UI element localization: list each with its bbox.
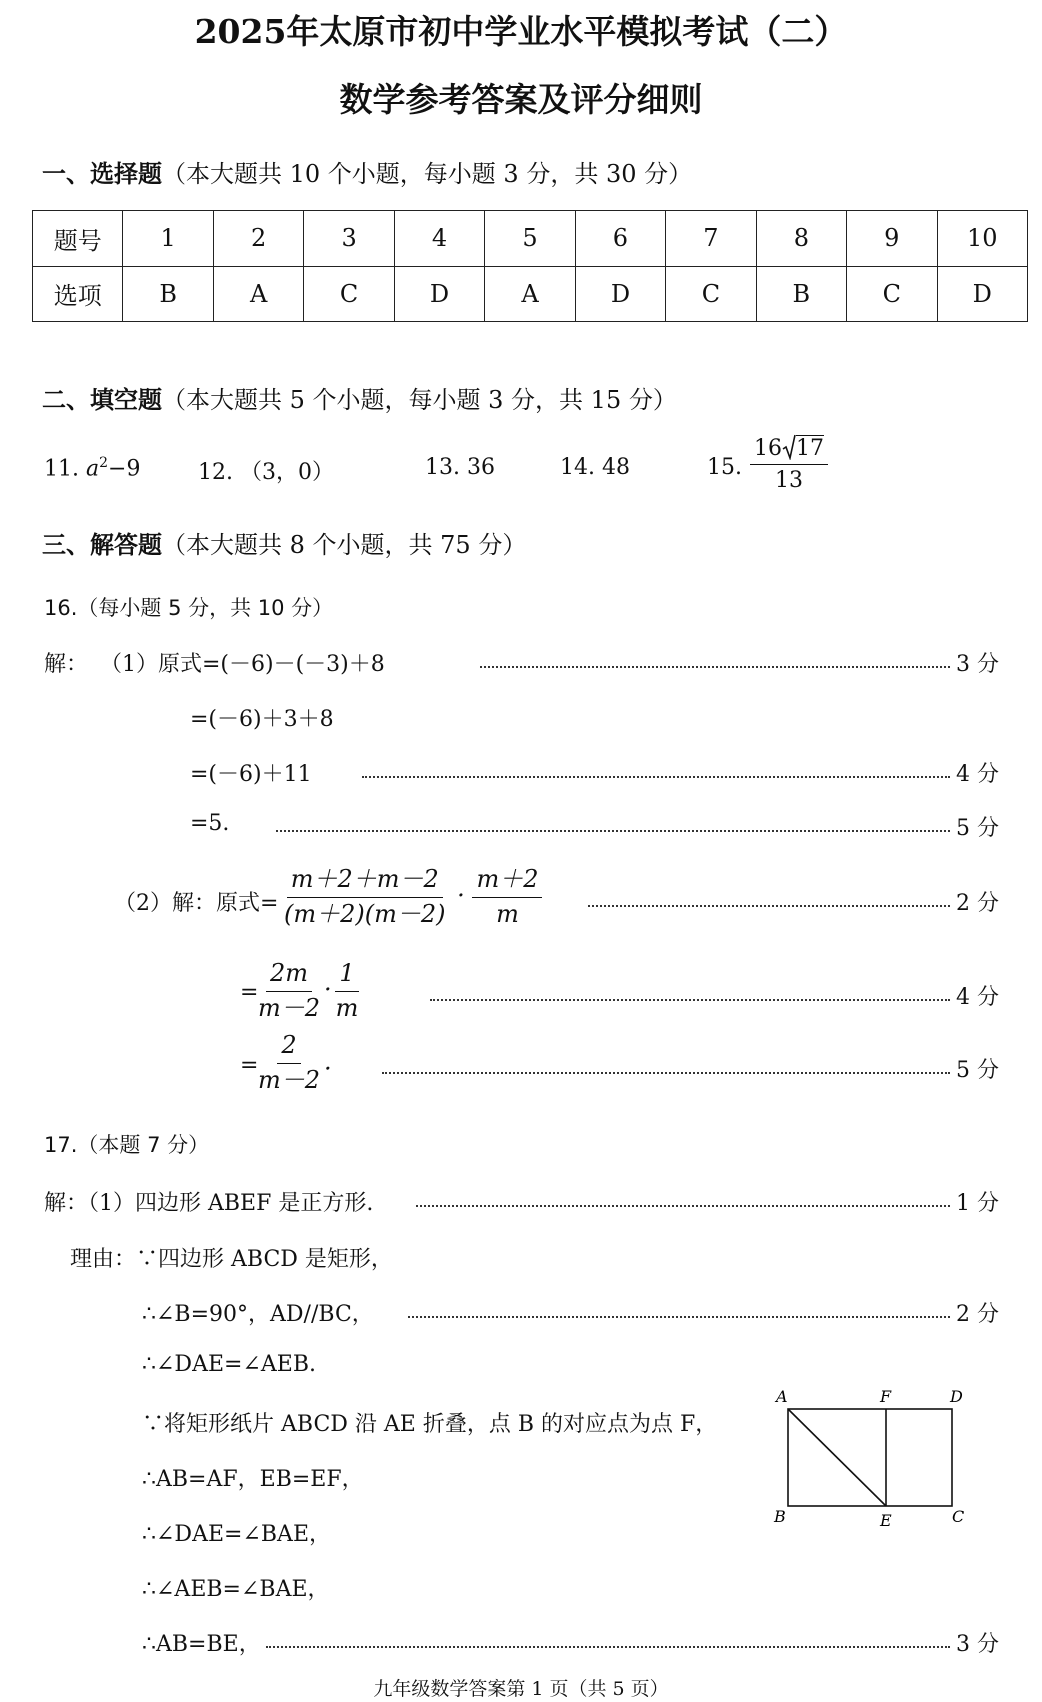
dotted-leader xyxy=(276,830,950,832)
page-footer: 九年级数学答案第 1 页（共 5 页） xyxy=(373,1678,669,1700)
row-label-numbers: 题号 xyxy=(33,211,123,267)
fraction-denominator: (m＋2)(m－2) xyxy=(284,899,446,928)
table-cell: 6 xyxy=(575,211,665,267)
rectangle-fold-figure xyxy=(766,1380,976,1530)
score-label: 3 分 xyxy=(956,652,999,677)
q17-line9: ∴AB=BE， xyxy=(142,1632,261,1657)
table-cell: 9 xyxy=(847,211,937,267)
fraction-denominator: m xyxy=(496,899,519,928)
section3-heading: 三、解答题 xyxy=(42,530,162,559)
q16-p1-line4: =5. xyxy=(190,811,230,836)
rectangle-abcd xyxy=(788,1409,952,1506)
table-cell: 2 xyxy=(213,211,303,267)
table-cell: 4 xyxy=(394,211,484,267)
score-label: 2 分 xyxy=(956,891,999,916)
table-cell: A xyxy=(213,266,303,322)
q17-line5: ∵将矩形纸片 ABCD 沿 AE 折叠，点 B 的对应点为点 F， xyxy=(142,1412,718,1437)
q17-line2: 理由：∵四边形 ABCD 是矩形， xyxy=(70,1247,393,1272)
q17-line4: ∴∠DAE=∠AEB. xyxy=(142,1352,316,1377)
q17-title: 17.（本题 7 分） xyxy=(44,1133,210,1157)
table-cell: D xyxy=(575,266,665,322)
q16-p2-prefix: （2）解：原式= xyxy=(114,891,279,916)
answer-11-label: 11. xyxy=(44,456,79,482)
fraction-denominator: m－2 xyxy=(258,1065,321,1094)
fraction-denominator: m xyxy=(335,993,359,1022)
label-d: D xyxy=(950,1387,963,1406)
table-cell: 3 xyxy=(304,211,394,267)
score-label: 5 分 xyxy=(956,816,999,841)
table-cell: D xyxy=(394,266,484,322)
q16-p2-step3 xyxy=(254,1032,332,1094)
q16-p2-expression xyxy=(280,866,542,928)
table-cell: B xyxy=(756,266,846,322)
table-cell: 7 xyxy=(666,211,756,267)
label-a: A xyxy=(776,1387,788,1406)
answer-11-rest: −9 xyxy=(108,456,141,482)
dotted-leader xyxy=(408,1316,950,1318)
answer-15-coef: 16 xyxy=(754,436,782,461)
segment-ae xyxy=(788,1409,886,1506)
label-f: F xyxy=(880,1387,892,1406)
table-cell: B xyxy=(123,266,213,322)
dotted-leader xyxy=(430,999,950,1001)
row-label-answers: 选项 xyxy=(33,266,123,322)
answer-15-radicand: 17 xyxy=(796,436,824,461)
table-cell: 5 xyxy=(485,211,575,267)
q16-p1-line3: =(－6)＋11 xyxy=(190,762,312,787)
section2-heading: 二、填空题 xyxy=(42,385,162,414)
answer-11-base: a xyxy=(86,456,100,482)
section3-heading-line xyxy=(42,525,526,560)
answer-14: 14. 48 xyxy=(560,455,630,480)
score-label: 3 分 xyxy=(956,1632,999,1657)
page-title: 2025年太原市初中学业水平模拟考试（二） xyxy=(194,12,848,51)
answer-15-label: 15. xyxy=(707,455,742,480)
dotted-leader xyxy=(382,1072,950,1074)
section2-heading-line xyxy=(42,380,677,415)
table-row-answers xyxy=(33,266,1028,322)
section2-note: （本大题共 5 个小题，每小题 3 分，共 15 分） xyxy=(162,386,677,414)
q16-p2-step2 xyxy=(254,960,362,1022)
table-cell: A xyxy=(485,266,575,322)
answer-13: 13. 36 xyxy=(425,455,495,480)
q17-line3: ∴∠B=90°，AD//BC， xyxy=(142,1302,374,1327)
score-label: 1 分 xyxy=(956,1191,999,1216)
section3-note: （本大题共 8 个小题，共 75 分） xyxy=(162,531,527,559)
table-row-numbers xyxy=(33,211,1028,267)
section1-heading: 一、选择题 xyxy=(42,159,162,188)
answer-15-den: 13 xyxy=(775,468,803,494)
q16-p1-line1: （1）原式=(－6)－(－3)＋8 xyxy=(100,652,385,677)
dotted-leader xyxy=(480,666,950,668)
score-label: 4 分 xyxy=(956,762,999,787)
q16-p1-line2: =(－6)＋3＋8 xyxy=(190,707,334,732)
fraction-numerator: m＋2＋m－2 xyxy=(287,866,443,898)
q17-line6: ∴AB=AF，EB=EF， xyxy=(142,1467,364,1492)
dotted-leader xyxy=(588,905,950,907)
fraction-numerator: 2m xyxy=(266,960,312,992)
label-c: C xyxy=(952,1507,965,1526)
q17-line8: ∴∠AEB=∠BAE， xyxy=(142,1577,330,1602)
period: . xyxy=(324,1047,332,1076)
answer-table xyxy=(32,210,1028,322)
table-cell: D xyxy=(937,266,1027,322)
fraction-numerator: 1 xyxy=(335,960,358,992)
table-cell: 10 xyxy=(937,211,1027,267)
dotted-leader xyxy=(266,1646,950,1648)
label-e: E xyxy=(880,1511,892,1530)
answer-15-fraction xyxy=(750,434,828,494)
q16-jie: 解： xyxy=(44,652,89,677)
table-cell: 1 xyxy=(123,211,213,267)
table-cell: C xyxy=(666,266,756,322)
dotted-leader xyxy=(416,1205,950,1207)
fraction-denominator: m－2 xyxy=(258,993,321,1022)
table-cell: 8 xyxy=(756,211,846,267)
answer-12: 12. （3，0） xyxy=(198,460,334,485)
answer-11-exp: 2 xyxy=(99,455,109,471)
dotted-leader xyxy=(362,776,950,778)
table-cell: C xyxy=(304,266,394,322)
score-label: 5 分 xyxy=(956,1058,999,1083)
page-subtitle: 数学参考答案及评分细则 xyxy=(339,80,703,119)
multiply-dot: · xyxy=(457,881,465,910)
q16-p2-eq: = xyxy=(240,980,259,1005)
fraction-numerator: m＋2 xyxy=(472,866,542,898)
fraction-numerator: 2 xyxy=(277,1032,300,1064)
label-b: B xyxy=(774,1507,786,1526)
q16-p2-eq2: = xyxy=(240,1053,259,1078)
sqrt-icon xyxy=(782,434,796,460)
q16-title: 16.（每小题 5 分，共 10 分） xyxy=(44,596,334,620)
q17-line7: ∴∠DAE=∠BAE， xyxy=(142,1522,331,1547)
section1-heading-line xyxy=(42,154,692,189)
section1-note: （本大题共 10 个小题，每小题 3 分，共 30 分） xyxy=(162,160,693,188)
multiply-dot: · xyxy=(324,975,332,1004)
q17-line1: 解：（1）四边形 ABEF 是正方形. xyxy=(44,1191,374,1216)
score-label: 4 分 xyxy=(956,985,999,1010)
score-label: 2 分 xyxy=(956,1302,999,1327)
table-cell: C xyxy=(847,266,937,322)
answer-11 xyxy=(44,455,140,481)
